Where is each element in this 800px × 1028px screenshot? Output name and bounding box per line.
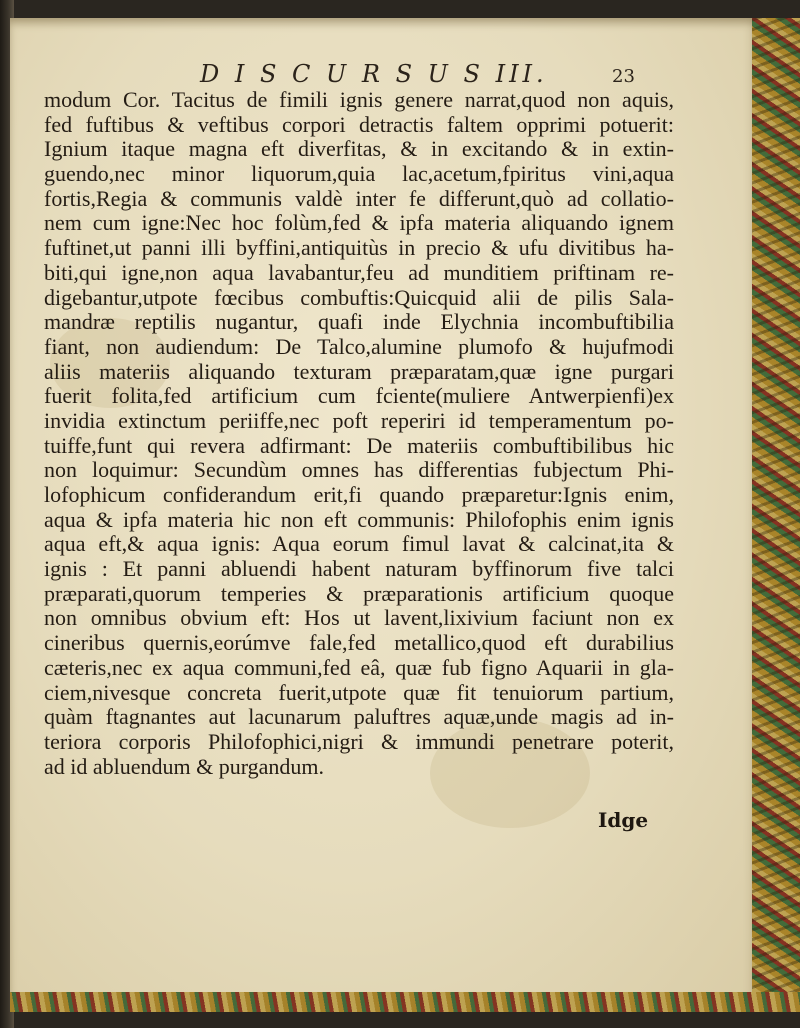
text-line: lofophicum confiderandum erit,fi quando præparetur:Ignis enim, — [44, 483, 674, 507]
marbled-page-edge — [752, 18, 800, 1010]
text-line: invidia extinctum periiffe,nec poft reperiri id temperamentum po- — [44, 408, 674, 433]
text-line: cineribus quernis,eorúmve fale,fed metallico,quod eft durabilius — [44, 631, 674, 656]
text-line: non loquimur: Secundùm omnes has differentias fubjectum Phi- — [44, 458, 674, 483]
text-line: aqua & ipfa materia hic non eft communis: Philofophis enim ignis — [44, 507, 674, 532]
body-text — [44, 88, 674, 779]
text-line: fiant, non audiendum: De Talco,alumine plumofo & hujufmodi — [44, 334, 674, 359]
page-number: 23 — [612, 66, 635, 87]
marbled-bottom-edge — [10, 992, 800, 1012]
text-line: mandræ reptilis nugantur, quafi inde Elychnia incombuftibilia — [44, 310, 674, 335]
running-head: D I S C U R S U S III. — [200, 60, 548, 88]
text-line: Ignium itaque magna eft diverfitas, & in excitando & in extin- — [44, 137, 674, 162]
text-line: cæteris,nec ex aqua communi,fed eâ, quæ fub figno Aquarii in gla- — [44, 655, 674, 680]
text-line: modum Cor. Tacitus de fimili ignis genere narrat,quod non aquis, — [44, 88, 674, 112]
text-line: guendo,nec minor liquorum,quia lac,acetum,fpiritus vini,aqua — [44, 162, 674, 187]
text-line: ignis : Et panni abluendi habent naturam byffinorum five talci — [44, 557, 674, 582]
text-line: præparati,quorum temperies & præparationis artificium quoque — [44, 581, 674, 606]
text-line: nem cum igne:Nec hoc folùm,fed & ipfa materia aliquando ignem — [44, 211, 674, 236]
text-line: biti,qui igne,non aqua lavabantur,feu ad munditiem priftinam re- — [44, 260, 674, 285]
text-line: fortis,Regia & communis valdè inter fe differunt,quò ad collatio- — [44, 186, 674, 211]
text-line: aliis materiis aliquando texturam præparatam,quæ igne purgari — [44, 359, 674, 384]
text-line: ad id abluendum & purgandum. — [44, 754, 325, 779]
text-line: digebantur,utpote fœcibus combuftis:Quicquid alii de pilis Sala- — [44, 285, 674, 310]
text-line: fed fuftibus & veftibus corpori detractis faltem opprimi potuerit: — [44, 112, 674, 137]
catchword: Idge — [598, 808, 649, 832]
text-line: non omnibus obvium eft: Hos ut lavent,lixivium faciunt non ex — [44, 606, 674, 631]
text-line: quàm ftagnantes aut lacunarum paluftres aquæ,unde magis ad in- — [44, 705, 674, 730]
text-line: fuerit folita,fed artificium cum fciente(muliere Antwerpienfi)ex — [44, 384, 674, 409]
text-line: tuiffe,funt qui revera adfirmant: De materiis combuftibilibus hic — [44, 433, 674, 458]
text-line: teriora corporis Philofophici,nigri & immundi penetrare poterit, — [44, 729, 674, 754]
text-line: fuftinet,ut panni illi byffini,antiquitùs in precio & ufu divitibus ha- — [44, 236, 674, 261]
text-line: ciem,nivesque concreta fuerit,utpote quæ fit tenuiorum partium, — [44, 680, 674, 705]
text-line: aqua eft,& aqua ignis: Aqua eorum fimul lavat & calcinat,ita & — [44, 532, 674, 557]
